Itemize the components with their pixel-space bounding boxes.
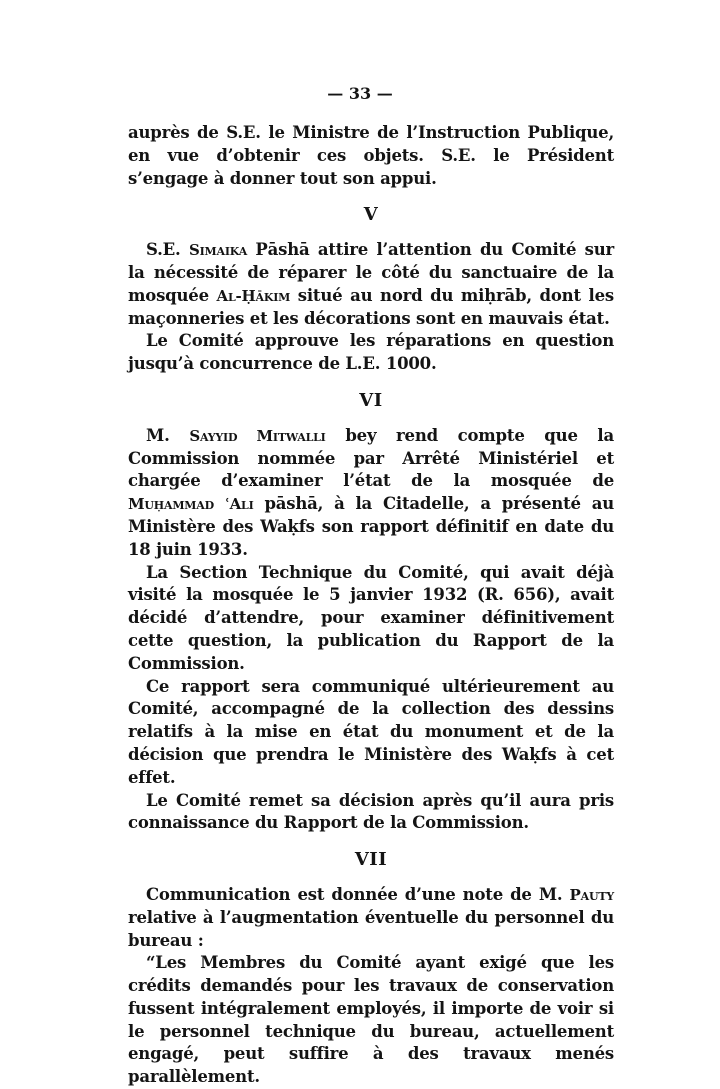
text-run: Communication est donnée d’une note de M. [146,884,570,904]
section-vi-paragraph-1 [128,425,614,562]
section-vi-paragraph-2: La Section Technique du Comité, qui avait déjà visité la mosquée le 5 janvier 1932 (R. 656), avait décidé d’attendre, pour examiner définitivement cette question, la publication du Rapport de la Commission. [128,562,614,673]
text-run: pāshā, à la Citadelle, a présenté au Ministère des Waḳfs son rapport définitif en date du 18 juin 1933. [128,494,614,559]
place-name: Al-Ḥākim [216,286,291,305]
text-run: relative à l’augmentation éventuelle du personnel du bureau : [128,907,614,950]
person-name: Simaika [188,241,248,260]
text-run: M. [146,425,190,445]
person-name: Sayyid Mitwalli [189,426,326,445]
section-vii-paragraph-2: “Les Membres du Comité ayant exigé que les crédits demandés pour les travaux de conservation fussent intégralement employés, il importe de voir si le personnel technique du bureau, actuellement engagé, peut suffire à des travaux menés parallèlement. [128,953,614,1087]
place-name: Muḥammad ʿAli [128,495,254,514]
section-heading-vi: VI [359,389,383,411]
text-run: Pāshā attire l’attention du Comité sur la nécessité de réparer le côté du sanctuaire de la mosquée [128,240,614,305]
section-vi-paragraph-4: Le Comité remet sa décision après qu’il aura pris connaissance du Rapport de la Commission. [128,790,614,833]
text-column [128,84,614,1089]
text-run: S.E. [146,240,189,260]
intro-paragraph: auprès de S.E. le Ministre de l’Instruction Publique, en vue d’obtenir ces objets. S.E. le Président s’engage à donner tout son appui. [128,123,614,188]
person-name: Pauty [569,885,614,904]
section-heading-vii: VII [354,849,388,871]
section-v-paragraph-2: Le Comité approuve les réparations en question jusqu’à concurrence de L.E. 1000. [128,331,614,374]
section-heading-v: V [363,204,379,226]
section-vi-paragraph-3: Ce rapport sera communiqué ultérieurement au Comité, accompagné de la collection des dessins relatifs à la mise en état du monument et de la décision que prendra le Ministère des Waḳfs à cet effet. [128,676,614,787]
section-v-paragraph-1 [128,239,614,330]
section-vii-paragraph-1 [128,884,614,952]
text-run: situé au nord du miḥrāb, dont les maçonneries et les décorations sont en mauvais état. [128,285,614,328]
text-run: bey rend compte que la Commission nommée par Arrêté Ministériel et chargée d’examiner l’état de la mosquée de [128,425,614,491]
page-number: — 33 — [327,84,393,103]
